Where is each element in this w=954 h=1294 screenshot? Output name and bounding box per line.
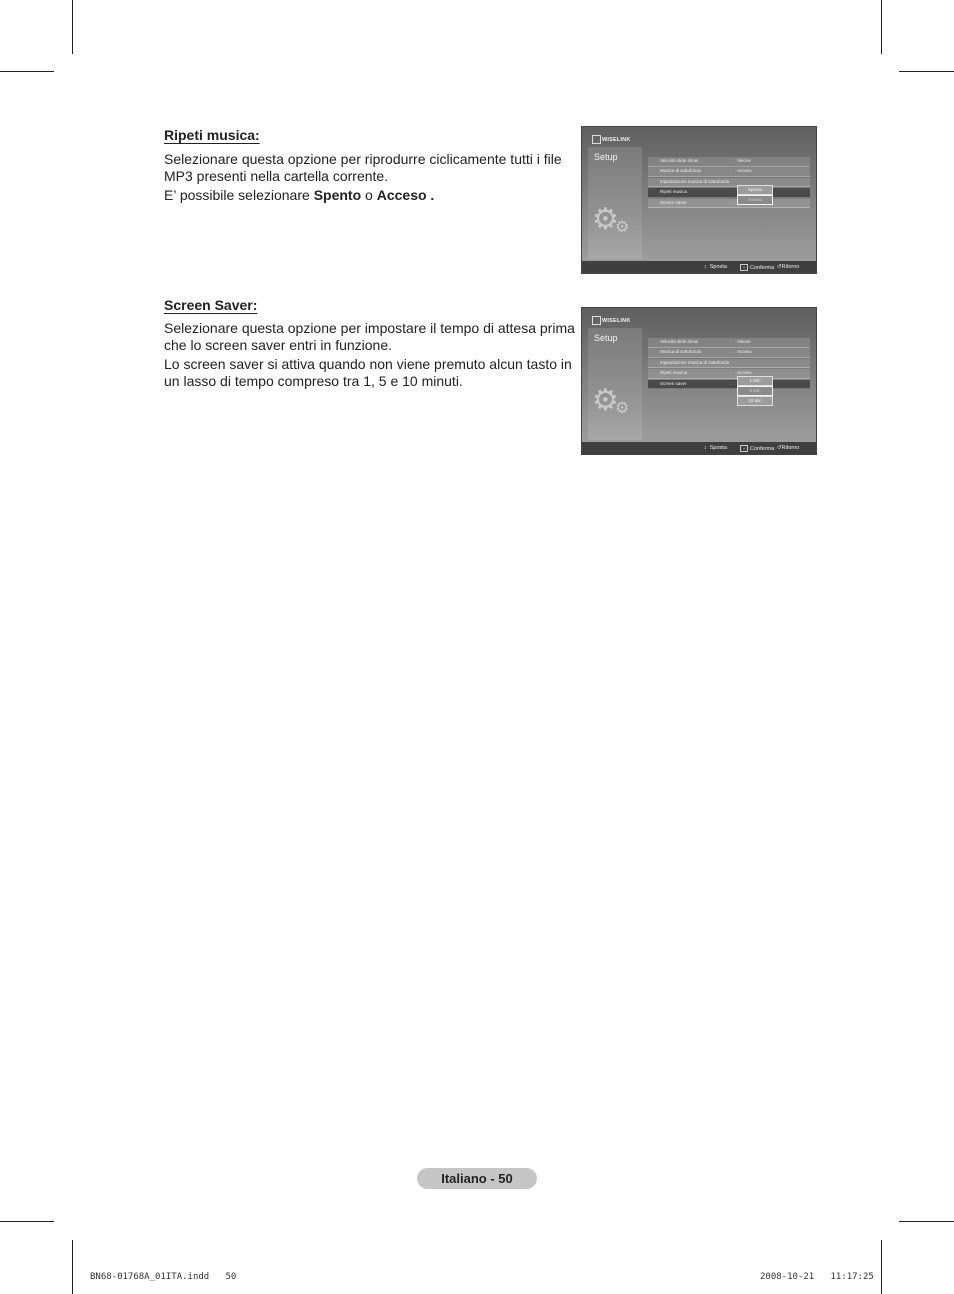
menu-title: Setup <box>594 333 618 343</box>
crop-mark <box>899 1221 954 1222</box>
page-number-badge: Italiano - 50 <box>417 1168 537 1189</box>
gear-icon: ⚙ <box>615 400 630 417</box>
return-icon: ↺ <box>777 264 782 270</box>
menu-list <box>648 157 810 209</box>
menu-footer <box>582 261 816 273</box>
tv-menu-screenshot-ripeti-musica <box>581 126 817 274</box>
crop-mark <box>881 0 882 54</box>
move-icon: ↕ <box>704 264 707 270</box>
menu-item-slide-speed[interactable]: Velocità slide show : Veloce <box>648 338 810 348</box>
footer-return: ↺Ritorno <box>777 264 800 270</box>
crop-mark <box>881 1240 882 1294</box>
paragraph: Lo screen saver si attiva quando non viene premuto alcun tasto in un lasso di tempo compreso tra 1, 5 e 10 minuti. <box>164 356 572 389</box>
menu-item-repeat-music[interactable]: Ripeti musica : Acceso <box>648 369 810 379</box>
menu-item-background-music-setting[interactable]: Impostazione musica di sottofondo <box>648 359 810 369</box>
text: o <box>361 187 377 203</box>
gear-icon: ⚙ <box>592 384 619 417</box>
text: E’ possibile selezionare <box>164 187 314 203</box>
menu-item-background-music-setting[interactable]: Impostazione musica di sottofondo <box>648 178 810 188</box>
menu-item-screen-saver[interactable]: Screen saver : <box>648 380 810 390</box>
print-slug-file: BN68-01768A_01ITA.indd 50 <box>90 1272 237 1282</box>
dropdown-option-1-min[interactable]: 1 Min <box>737 376 773 386</box>
dropdown-option-spento[interactable]: Spento <box>737 185 773 195</box>
section-title-ripeti-musica: Ripeti musica: <box>164 127 260 143</box>
gear-icon: ⚙ <box>592 203 619 236</box>
wiselink-logo: WISELINK <box>592 135 631 144</box>
footer-return: ↺Ritorno <box>777 445 800 451</box>
section-body-ripeti-musica <box>164 151 579 206</box>
option-acceso: Acceso . <box>376 187 435 203</box>
footer-enter: + Conferma <box>740 445 774 452</box>
crop-mark <box>0 1221 54 1222</box>
dropdown-option-10-min[interactable]: 10 Min <box>737 396 773 406</box>
menu-item-slide-speed[interactable]: Velocità slide show : Veloce <box>648 157 810 167</box>
crop-mark <box>72 0 73 54</box>
gear-icon: ⚙ <box>615 219 630 236</box>
enter-icon: + <box>740 264 748 271</box>
footer-move: ↕ Sposta <box>704 264 727 270</box>
dropdown-option-acceso[interactable]: Acceso <box>737 195 773 205</box>
footer-enter: + Conferma <box>740 264 774 271</box>
section-body-screen-saver <box>164 320 579 392</box>
menu-item-background-music[interactable]: Musica di sottofondo : Acceso <box>648 167 810 177</box>
menu-item-repeat-music[interactable]: Ripeti musica : <box>648 188 810 198</box>
footer-move: ↕ Sposta <box>704 445 727 451</box>
dropdown-option-5-min[interactable]: 5 Min <box>737 386 773 396</box>
crop-mark <box>899 71 954 72</box>
option-spento: Spento <box>313 187 362 203</box>
section-title-screen-saver: Screen Saver: <box>164 297 258 313</box>
paragraph: Selezionare questa opzione per impostare il tempo di attesa prima che lo screen saver entri in funzione. <box>164 320 575 353</box>
crop-mark <box>72 1240 73 1294</box>
enter-icon: + <box>740 445 748 452</box>
crop-mark <box>0 71 54 72</box>
menu-item-screen-saver[interactable]: Screen saver : <box>648 199 810 209</box>
tv-menu-screenshot-screen-saver <box>581 307 817 455</box>
return-icon: ↺ <box>777 445 782 451</box>
paragraph <box>164 187 579 204</box>
print-slug-datetime: 2008-10-21 11:17:25 <box>760 1272 874 1282</box>
move-icon: ↕ <box>704 445 707 451</box>
paragraph: Selezionare questa opzione per riprodurre ciclicamente tutti i file MP3 presenti nella cartella corrente. <box>164 151 562 184</box>
menu-title: Setup <box>594 152 618 162</box>
menu-list <box>648 338 810 390</box>
menu-footer <box>582 442 816 454</box>
menu-item-background-music[interactable]: Musica di sottofondo : Acceso <box>648 348 810 358</box>
wiselink-logo: WISELINK <box>592 316 631 325</box>
